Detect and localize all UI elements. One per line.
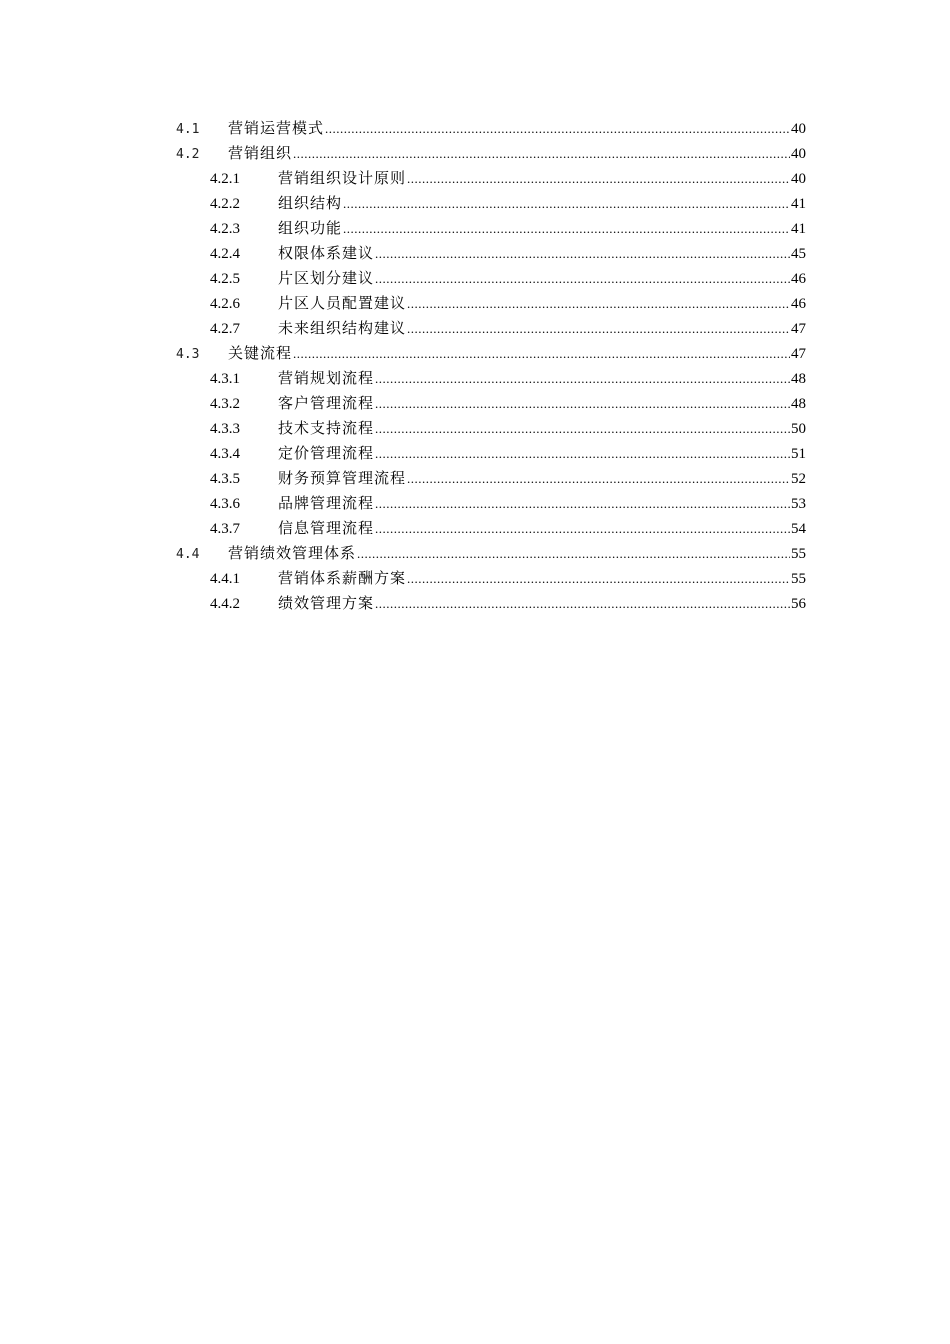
- toc-entry-page: 54: [791, 521, 806, 537]
- toc-entry-title: 定价管理流程: [278, 444, 375, 462]
- toc-entry-title: 权限体系建议: [278, 244, 375, 262]
- toc-entry-number: 4.2.6: [210, 296, 240, 312]
- toc-dot-leader: [375, 516, 790, 541]
- toc-entry-number: 4.3.7: [210, 521, 240, 537]
- toc-entry-number: 4.4.2: [210, 596, 240, 612]
- toc-entry-number: 4.2.3: [210, 221, 240, 237]
- toc-entry-4-2[interactable]: [176, 141, 806, 166]
- toc-entry-page: 47: [791, 321, 806, 337]
- toc-entry-title: 营销运营模式: [228, 119, 325, 137]
- toc-entry-4-4-2[interactable]: [176, 591, 806, 616]
- toc-entry-title: 组织结构: [278, 194, 343, 212]
- toc-entry-4-2-7[interactable]: [176, 316, 806, 341]
- toc-entry-number: 4.3.1: [210, 371, 240, 387]
- toc-entry-title: 财务预算管理流程: [278, 469, 407, 487]
- toc-entry-title: 绩效管理方案: [278, 594, 375, 612]
- toc-entry-title: 营销规划流程: [278, 369, 375, 387]
- toc-entry-4-3-7[interactable]: [176, 516, 806, 541]
- toc-entry-title: 信息管理流程: [278, 519, 375, 537]
- toc-dot-leader: [375, 491, 790, 516]
- toc-entry-page: 46: [791, 271, 806, 287]
- toc-entry-page: 41: [791, 196, 806, 212]
- toc-entry-number: 4.2: [176, 147, 200, 162]
- toc-dot-leader: [375, 266, 790, 291]
- toc-entry-title: 营销组织: [228, 144, 293, 162]
- toc-entry-4-3-4[interactable]: [176, 441, 806, 466]
- toc-entry-page: 40: [791, 121, 806, 137]
- toc-entry-number: 4.3.4: [210, 446, 240, 462]
- toc-entry-number: 4.3.3: [210, 421, 240, 437]
- toc-dot-leader: [407, 291, 790, 316]
- toc-entry-page: 53: [791, 496, 806, 512]
- toc-entry-title: 营销绩效管理体系: [228, 544, 357, 562]
- toc-entry-title: 客户管理流程: [278, 394, 375, 412]
- toc-entry-title: 营销体系薪酬方案: [278, 569, 407, 587]
- toc-entry-4-2-2[interactable]: [176, 191, 806, 216]
- toc-dot-leader: [343, 191, 790, 216]
- toc-dot-leader: [343, 216, 790, 241]
- toc-dot-leader: [407, 316, 790, 341]
- toc-entry-number: 4.2.5: [210, 271, 240, 287]
- toc-entry-title: 组织功能: [278, 219, 343, 237]
- toc-entry-number: 4.3.6: [210, 496, 240, 512]
- toc-dot-leader: [407, 566, 790, 591]
- toc-entry-page: 48: [791, 396, 806, 412]
- toc-entry-number: 4.4.1: [210, 571, 240, 587]
- toc-entry-number: 4.3.2: [210, 396, 240, 412]
- toc-entry-number: 4.2.2: [210, 196, 240, 212]
- toc-entry-title: 技术支持流程: [278, 419, 375, 437]
- toc-entry-4-3-3[interactable]: [176, 416, 806, 441]
- toc-dot-leader: [407, 466, 790, 491]
- toc-entry-4-3-2[interactable]: [176, 391, 806, 416]
- toc-dot-leader: [407, 166, 790, 191]
- toc-entry-title: 未来组织结构建议: [278, 319, 407, 337]
- toc-entry-page: 52: [791, 471, 806, 487]
- toc-entry-4-2-1[interactable]: [176, 166, 806, 191]
- toc-dot-leader: [375, 591, 790, 616]
- toc-entry-4-2-4[interactable]: [176, 241, 806, 266]
- toc-dot-leader: [293, 141, 790, 166]
- toc-entry-title: 片区划分建议: [278, 269, 375, 287]
- toc-entry-title: 关键流程: [228, 344, 293, 362]
- toc-entry-number: 4.3: [176, 347, 200, 362]
- toc-entry-page: 55: [791, 571, 806, 587]
- toc-entry-4-3-6[interactable]: [176, 491, 806, 516]
- toc-dot-leader: [375, 241, 790, 266]
- table-of-contents: [176, 116, 806, 616]
- toc-entry-number: 4.2.1: [210, 171, 240, 187]
- toc-dot-leader: [375, 441, 790, 466]
- toc-entry-4-2-3[interactable]: [176, 216, 806, 241]
- toc-entry-number: 4.3.5: [210, 471, 240, 487]
- toc-entry-page: 41: [791, 221, 806, 237]
- toc-dot-leader: [293, 341, 790, 366]
- toc-entry-page: 45: [791, 246, 806, 262]
- toc-dot-leader: [375, 416, 790, 441]
- toc-dot-leader: [375, 391, 790, 416]
- toc-entry-page: 46: [791, 296, 806, 312]
- toc-entry-number: 4.2.4: [210, 246, 240, 262]
- toc-entry-page: 48: [791, 371, 806, 387]
- toc-entry-number: 4.1: [176, 122, 200, 137]
- toc-entry-title: 片区人员配置建议: [278, 294, 407, 312]
- toc-entry-title: 营销组织设计原则: [278, 169, 407, 187]
- toc-entry-page: 40: [791, 146, 806, 162]
- toc-entry-number: 4.4: [176, 547, 200, 562]
- toc-entry-4-3[interactable]: [176, 341, 806, 366]
- toc-entry-page: 55: [791, 546, 806, 562]
- toc-entry-4-4[interactable]: [176, 541, 806, 566]
- toc-entry-4-3-5[interactable]: [176, 466, 806, 491]
- toc-dot-leader: [325, 116, 790, 141]
- toc-entry-page: 40: [791, 171, 806, 187]
- toc-entry-4-4-1[interactable]: [176, 566, 806, 591]
- toc-entry-page: 56: [791, 596, 806, 612]
- toc-entry-page: 51: [791, 446, 806, 462]
- toc-entry-number: 4.2.7: [210, 321, 240, 337]
- toc-entry-4-3-1[interactable]: [176, 366, 806, 391]
- toc-dot-leader: [375, 366, 790, 391]
- toc-entry-4-1[interactable]: [176, 116, 806, 141]
- toc-entry-page: 47: [791, 346, 806, 362]
- toc-entry-4-2-5[interactable]: [176, 266, 806, 291]
- toc-entry-page: 50: [791, 421, 806, 437]
- toc-entry-title: 品牌管理流程: [278, 494, 375, 512]
- toc-dot-leader: [357, 541, 790, 566]
- toc-entry-4-2-6[interactable]: [176, 291, 806, 316]
